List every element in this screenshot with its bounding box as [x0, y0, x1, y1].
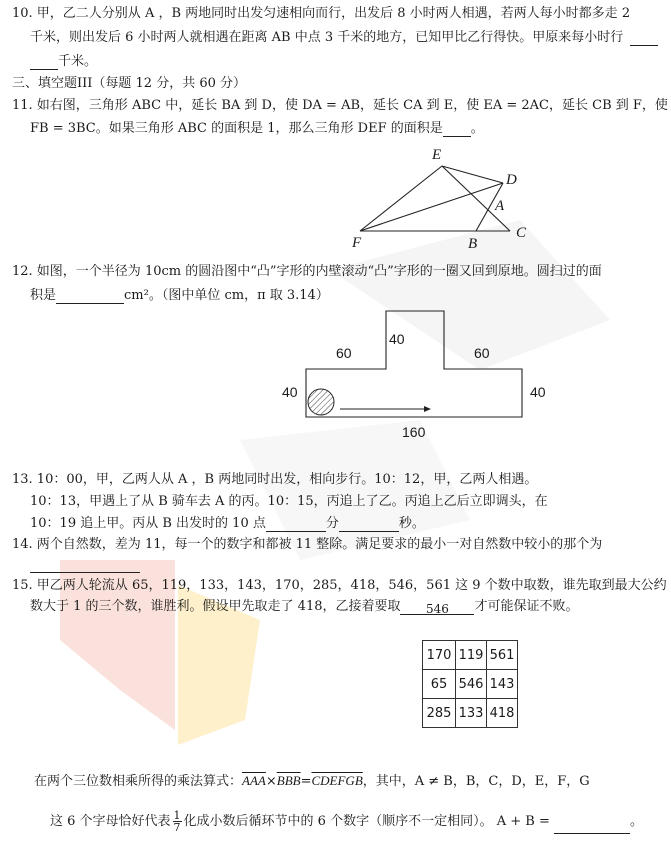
label-e: E: [432, 147, 442, 163]
grid-cell: 133: [456, 699, 487, 728]
grid-row: [423, 641, 518, 670]
q15-answer[interactable]: 546: [400, 601, 474, 615]
dim-right-side: 40: [530, 384, 546, 400]
grid-cell: 170: [423, 641, 456, 670]
q15-line-2-prefix: 数大于 1 的三个数，谁胜利。假设甲先取走了 418，乙接着要取: [30, 599, 401, 614]
q10-line-3-suffix: 千米。: [58, 54, 98, 69]
q10-line-2: 千米，则出发后 6 小时两人就相遇在距离 AB 中点 3 千米的地方，已知甲比乙行得快。甲原来每小时行: [30, 30, 624, 45]
q14-answer-blank[interactable]: [30, 559, 140, 573]
q16-line-2-suffix: 。: [629, 814, 643, 829]
q12-convex-shape-figure: [300, 305, 530, 420]
frac-denominator: 7: [173, 821, 181, 834]
q14-line-2: [30, 557, 140, 573]
fraction-one-seventh: [173, 810, 182, 833]
dim-bottom: 160: [402, 424, 426, 440]
q12-answer-blank[interactable]: [56, 290, 124, 304]
q14-line-1: 14. 两个自然数，差为 11，每一个的数字和都被 11 整除。满足要求的最小一对自然数中较小的那个为: [12, 537, 603, 552]
convex-outline: [306, 311, 522, 417]
grid-cell: 418: [487, 699, 518, 728]
q13-line-2: 10：13，甲遇上了从 B 骑车去 A 的丙。10：15，丙追上了乙。丙追上乙后立即调头，在: [30, 494, 548, 509]
dim-left-top: 60: [336, 345, 352, 361]
q12-line-1: 12. 如图，一个半径为 10cm 的圆沿图中“凸”字形的内壁滚动“凸”字形的一圈又回到原地。圆扫过的面: [12, 264, 602, 279]
q13-line-3-mid: 分: [325, 516, 339, 531]
q10-blank-end: [630, 30, 658, 46]
q12-line-2-suffix: cm²。（图中单位 cm，π 取 3.14）: [124, 288, 329, 303]
grid-row: [423, 699, 518, 728]
q16-line-1: [34, 773, 590, 790]
q16-line-2: [50, 810, 643, 834]
q13-seconds-blank[interactable]: [339, 518, 399, 532]
q16-line-1-suffix: ，其中，A ≠ B，B，C，D，E，F，G: [362, 774, 590, 789]
q16-line-1-prefix: 在两个三位数相乘所得的乘法算式：: [34, 774, 243, 789]
section-3-title: 三、填空题III（每题 12 分，共 60 分）: [12, 76, 247, 91]
label-c: C: [516, 225, 527, 241]
q16-answer-blank[interactable]: [554, 820, 630, 834]
dim-left-side: 40: [282, 384, 298, 400]
q11-line-1: 11. 如右图，三角形 ABC 中，延长 BA 到 D，使 DA = AB，延长 CA 到 E，使 EA = 2AC，延长 CB 到 F，使: [12, 98, 668, 113]
q15-number-grid: [422, 640, 518, 728]
q13-line-3-suffix: 秒。: [398, 516, 425, 531]
q11-line-2-prefix: FB = 3BC。如果三角形 ABC 的面积是 1，那么三角形 DEF 的面积是: [30, 121, 443, 136]
arrow-head: [424, 406, 431, 412]
label-f: F: [352, 235, 362, 251]
q12-line-2-prefix: 积是: [30, 288, 57, 303]
q11-answer-blank[interactable]: [443, 123, 471, 137]
q12-line-2: [30, 288, 329, 304]
label-b: B: [468, 236, 478, 252]
q10-answer-blank[interactable]: [30, 56, 58, 70]
q15-line-2-suffix: 才可能保证不败。: [474, 599, 579, 614]
q13-minutes-blank[interactable]: [266, 518, 326, 532]
grid-cell: 143: [487, 670, 518, 699]
q11-line-2: [30, 121, 484, 137]
q16-cdefgb: CDEFGB: [311, 773, 363, 788]
rolling-circle: [308, 389, 334, 415]
grid-cell: 119: [456, 641, 487, 670]
grid-cell: 546: [456, 670, 487, 699]
q13-line-1: 13. 10：00，甲，乙两人从 A ，B 两地同时出发，相向步行。10：12，甲，乙两人相遇。: [12, 472, 538, 487]
dim-top: 40: [389, 331, 405, 347]
segment-f-e: [360, 166, 442, 231]
frac-numerator: 1: [173, 809, 181, 822]
dim-right-top: 60: [474, 345, 490, 361]
q16-times: ×: [265, 774, 277, 789]
q13-line-3: [30, 516, 425, 532]
label-a: A: [495, 198, 505, 214]
q16-eq: =: [300, 774, 312, 789]
q16-line-2-mid: 化成小数后循环节中的 6 个数字（顺序不一定相同）。 A + B =: [183, 814, 550, 829]
q16-line-2-prefix: 这 6 个字母恰好代表: [50, 814, 171, 829]
grid-cell: 65: [423, 670, 456, 699]
q16-aaa: $\overline{AAA}$: [242, 773, 266, 788]
q15-line-2: [30, 599, 579, 615]
q10-line-3: [30, 54, 97, 70]
segment-f-d: [360, 183, 503, 231]
grid-row: [423, 670, 518, 699]
q10-line-1: 10. 甲，乙二人分别从 A ，B 两地同时出发匀速相向而行，出发后 8 小时两人相遇，若两人每小时都多走 2: [12, 6, 631, 21]
q13-line-3-prefix: 10：19 追上甲。丙从 B 出发时的 10 点: [30, 516, 266, 531]
q15-line-1: 15. 甲乙两人轮流从 65，119，133，143，170，285，418，546，561 这 9 个数中取数，谁先取到最大公约: [12, 578, 667, 593]
label-d: D: [506, 172, 517, 188]
q11-line-2-suffix: 。: [470, 121, 484, 136]
grid-cell: 285: [423, 699, 456, 728]
q16-bbb: $\overline{BBB}$: [276, 773, 301, 788]
grid-cell: 561: [487, 641, 518, 670]
